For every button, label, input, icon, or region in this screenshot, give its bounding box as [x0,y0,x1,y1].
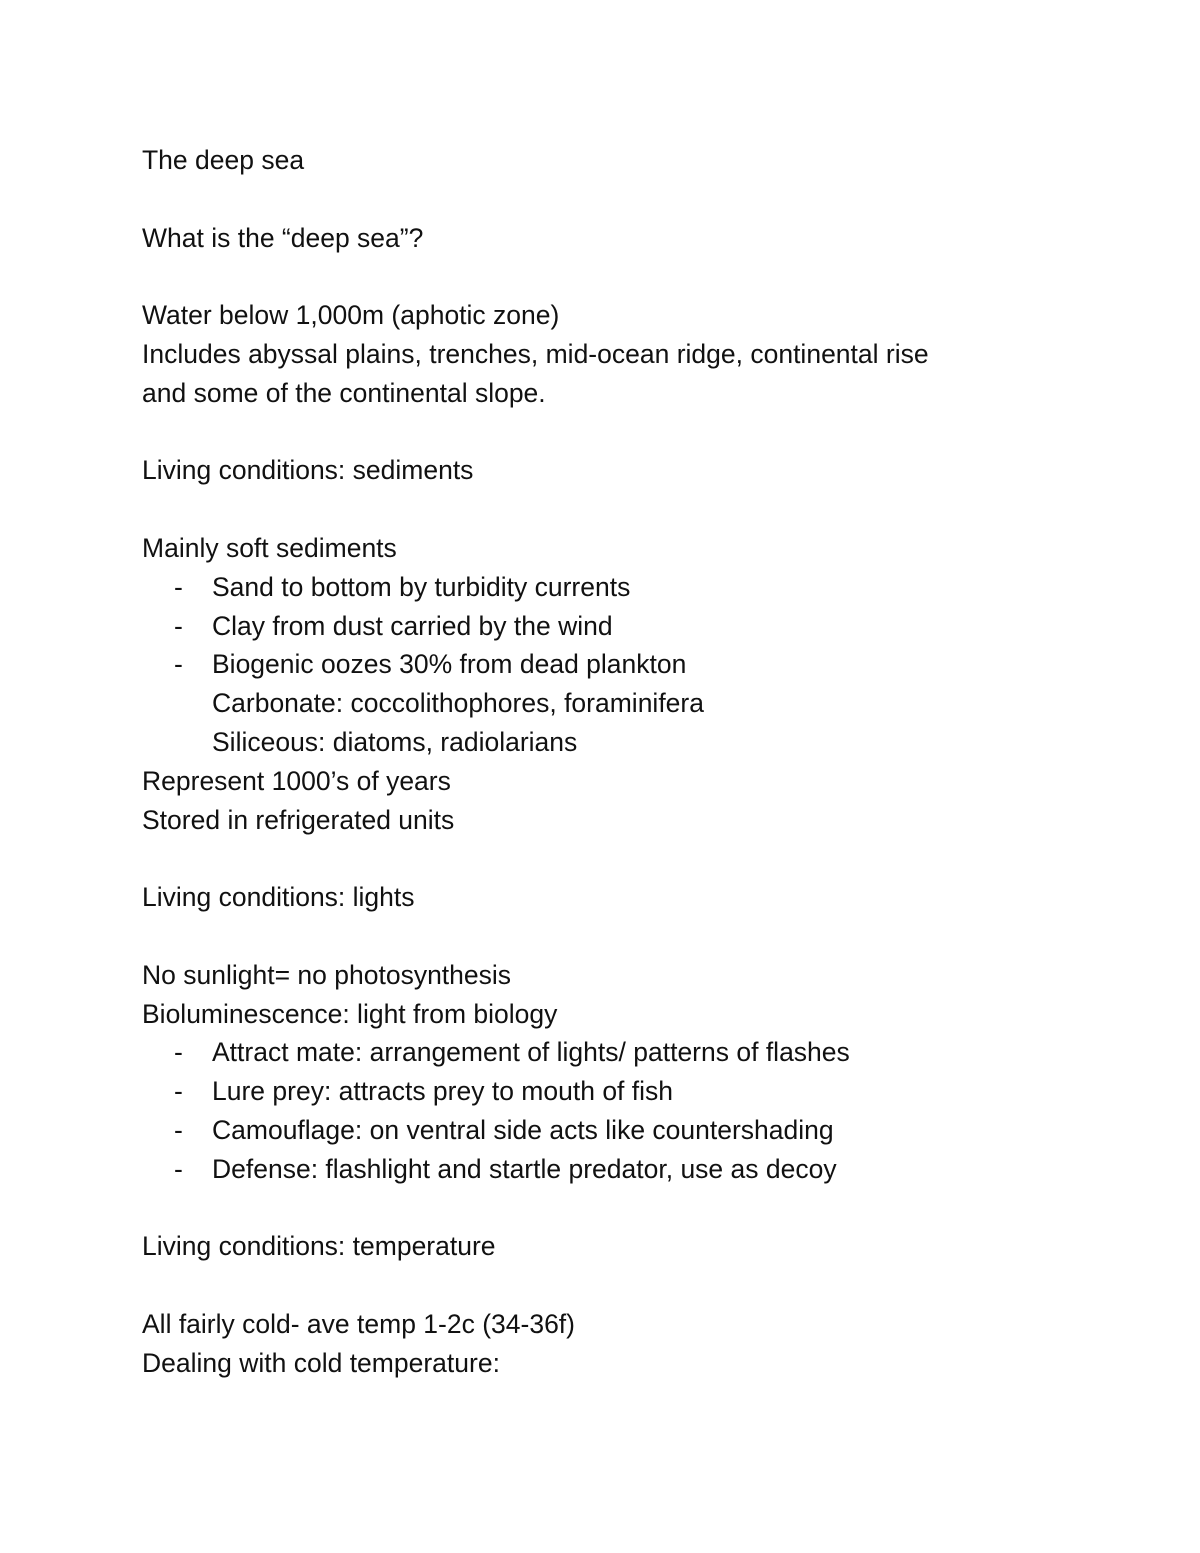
bullet-dash: - [174,1076,183,1107]
sediments-heading: Living conditions: sediments [142,455,474,486]
list-sub-line: Siliceous: diatoms, radiolarians [212,726,578,757]
list-sub-line: Carbonate: coccolithophores, foraminifera [212,688,704,719]
bullet-dash: - [174,610,183,641]
temperature-heading: Living conditions: temperature [142,1231,496,1262]
list-item-text: Sand to bottom by turbidity currents [212,571,631,602]
blank-line [142,180,1082,219]
blank-line [142,1189,1082,1228]
list-item [142,645,1082,684]
list-item-text: Biogenic oozes 30% from dead plankton [212,649,687,680]
list-item [142,1033,1082,1072]
list-item [142,1150,1082,1189]
blank-line [142,257,1082,296]
list-item [142,1072,1082,1111]
list-item-text: Attract mate: arrangement of lights/ patterns of flashes [212,1037,850,1068]
definition-line: Water below 1,000m (aphotic zone) [142,300,560,331]
document-body [142,141,1082,1383]
sediments-intro: Mainly soft sediments [142,532,397,563]
temperature-line: All fairly cold- ave temp 1-2c (34-36f) [142,1308,575,1339]
bullet-dash: - [174,1153,183,1184]
list-item-text: Lure prey: attracts prey to mouth of fish [212,1076,674,1107]
bullet-dash: - [174,1037,183,1068]
list-item-text: Defense: flashlight and startle predator, use as decoy [212,1153,837,1184]
blank-line [142,1266,1082,1305]
sediments-note: Stored in refrigerated units [142,804,455,835]
lights-heading: Living conditions: lights [142,882,415,913]
question-line: What is the “deep sea”? [142,222,424,253]
list-item [142,1111,1082,1150]
list-item-text: Camouflage: on ventral side acts like countershading [212,1114,834,1145]
blank-line [142,839,1082,878]
temperature-line: Dealing with cold temperature: [142,1347,500,1378]
definition-line: and some of the continental slope. [142,377,546,408]
list-item [142,568,1082,607]
list-item-text: Clay from dust carried by the wind [212,610,613,641]
blank-line [142,490,1082,529]
blank-line [142,917,1082,956]
lights-line: Bioluminescence: light from biology [142,998,558,1029]
list-item [142,607,1082,646]
bullet-dash: - [174,649,183,680]
definition-line: Includes abyssal plains, trenches, mid-ocean ridge, continental rise [142,338,929,369]
bullet-dash: - [174,1114,183,1145]
sediments-note: Represent 1000’s of years [142,765,451,796]
bullet-dash: - [174,571,183,602]
document-title: The deep sea [142,145,305,175]
lights-line: No sunlight= no photosynthesis [142,959,512,990]
blank-line [142,413,1082,452]
